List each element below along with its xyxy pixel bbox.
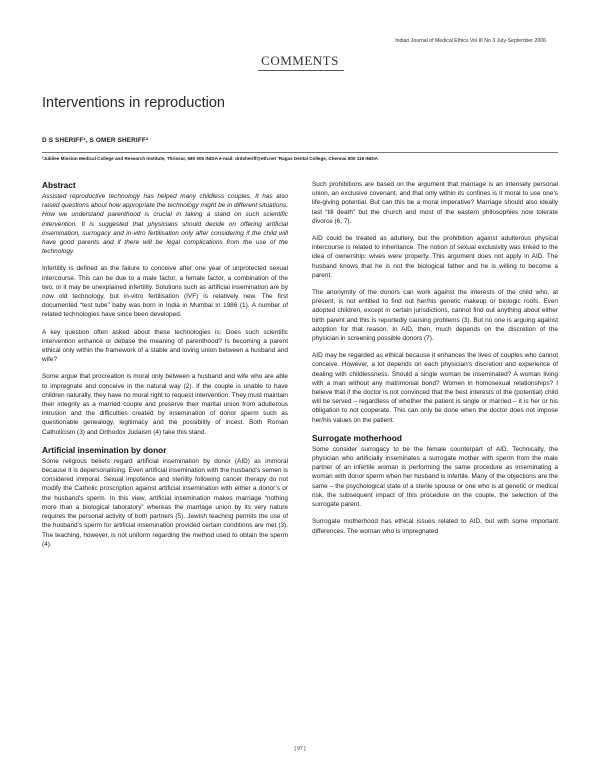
paragraph: Some argue that procreation is moral only between a husband and wife who are able to impregnate and conceive in the natural way (2). If the couple is unable to have children naturally, they have no moral right to request intervention. They must maintain their integrity as a married couple and preserve their marital union from adulterous intrusion and the difficulties created by insemination of donor sperm such as questionable genealogy, legitimacy and the possibility of incest. Both Roman Catholicism (3) and Orthodox Judaism (4) take this stand.	[42, 373, 288, 436]
paragraph: Such prohibitions are based on the argument that marriage is an intensely personal union, an exclusive covenant, and that only within its confines is it moral to use one’s life-giving potential. But can this be a moral imperative? Marriage should also ideally last “till death” but the church and most of the eastern philosophies now tolerate divorce (6, 7).	[312, 181, 558, 225]
page-number: [ 97 ]	[294, 746, 306, 752]
section-heading-surrogate-motherhood: Surrogate motherhood	[312, 432, 402, 443]
paragraph: AID may be regarded as ethical because it enhances the lives of couples who cannot conceive. However, a lot depends on each physician’s discretion and experience of dealing with childlessness. Should a single woman be inseminated? A woman living with a man without any matrimonial bond? Women in homosexual relationships? I believe that if the doctor is not convinced that the best interests of the (potential) child will be served – regardless of whether the patient is single or married – it is her or his obligation to not cooperate. This can only be done when the doctor does not impose her/his values on the patient.	[312, 352, 558, 424]
right-column	[312, 180, 558, 544]
section-label: COMMENTS	[261, 53, 339, 68]
article-title: Interventions in reproduction	[42, 95, 225, 111]
paragraph: Some religious beliefs regard artificial insemination by donor (AID) as immoral because it is depersonalising. Even artificial insemination with the husband’s semen is considered immoral. Sexual impotence and sterility following cancer therapy do not modify the Catholic proscription against artificial insemination with either a donor’s or the husband’s sperm. In this view, artificial insemination makes marriage “nothing more than a biological laboratory” whereas the marriage union by its very nature requires the personal activity of both partners (5). Jewish teaching permits the use of the husband’s sperm for artificial insemination provided certain conditions are met (3). The teaching, however, is not uniform regarding the method used to obtain the sperm (4).	[42, 457, 288, 548]
abstract-text: Assisted reproductive technology has helped many childless couples. It has also raised questions about how appropriate the technology might be in different situations. How we understand parenthood is crucial in taking a stand on such scientific intervention. It is suggested that physicians should decide on offering artificial insemination, surrogacy and in-vitro fertilisation only after considering if the child will have good parents and if there will be legal complications from the use of the technology.	[42, 193, 288, 256]
paragraph: The anonymity of the donors can work against the interests of the child who, at present, is not entitled to find out her/his genetic makeup or biologic roots. Even adopted children, except in certain jurisdictions, cannot find out anything about either birth parent and this is reportedly causing problems (3). But no one is arguing against adoption for that reason. In AID, then, much depends on the discretion of the physician in screening possible donors (7).	[312, 289, 558, 343]
affiliation-divider	[42, 152, 558, 153]
paragraph: Some consider surrogacy to be the female counterpart of AID. Technically, the physician who artificially inseminates a surrogate mother with sperm from the male partner of an infertile woman is performing the same procedure as inseminating a woman with donor sperm when her husband is infertile. Many of the objections are the same – the psychological state of a sterile spouse or one who is at genetic or medical risk, the subsequent impact of this procedure on the couple, the selection of the surrogate parent.	[312, 445, 558, 509]
paragraph: Infertility is defined as the failure to conceive after one year of unprotected sexual intercourse. This can be due to a male factor, a female factor, a combination of the two, or it may be unexplained infertility. Solutions such as artificial insemination are by now old technology, but in-vitro fertilisation (IVF) is relatively new. The first documented “test tube” baby was born in India in Mumbai in 1986 (1). A number of related technologies have since been developed.	[42, 265, 288, 319]
affiliation: ¹Jubilee Mission Medical College and Research Institute, Thrissur, 680 005 INDIA e-mail: drdsheriff@eth.net ²Ragas Dental College, Chennai 600 119 INDIA	[42, 156, 378, 161]
section-underline	[258, 70, 344, 71]
journal-reference: Indian Journal of Medical Ethics Vol III No 3 July-September 2006	[395, 38, 546, 44]
paragraph: A key question often asked about these technologies is: Does such scientific intervention enhance or debase the meaning of parenthood? Is becoming a parent ethical only within the framework of a stable and loving union between a husband and wife?	[42, 328, 288, 364]
left-column	[42, 180, 288, 557]
paragraph: Surrogate motherhood has ethical issues related to AID, but with some important differences. The woman who is impregnated	[312, 518, 558, 535]
paragraph: AID could be treated as adultery, but the prohibition against adulterous physical intercourse is related to inheritance. The notion of sexual exclusivity was linked to the idea of ownership: wives were property. This argument does not apply in AID. The husband knows that he is not the biological father and he is willing to become a parent.	[312, 235, 558, 279]
abstract-heading: Abstract	[42, 180, 76, 190]
section-heading-artificial-insemination: Artificial insemination by donor	[42, 444, 167, 455]
authors: D S SHERIFF¹, S OMER SHERIFF²	[42, 137, 149, 144]
